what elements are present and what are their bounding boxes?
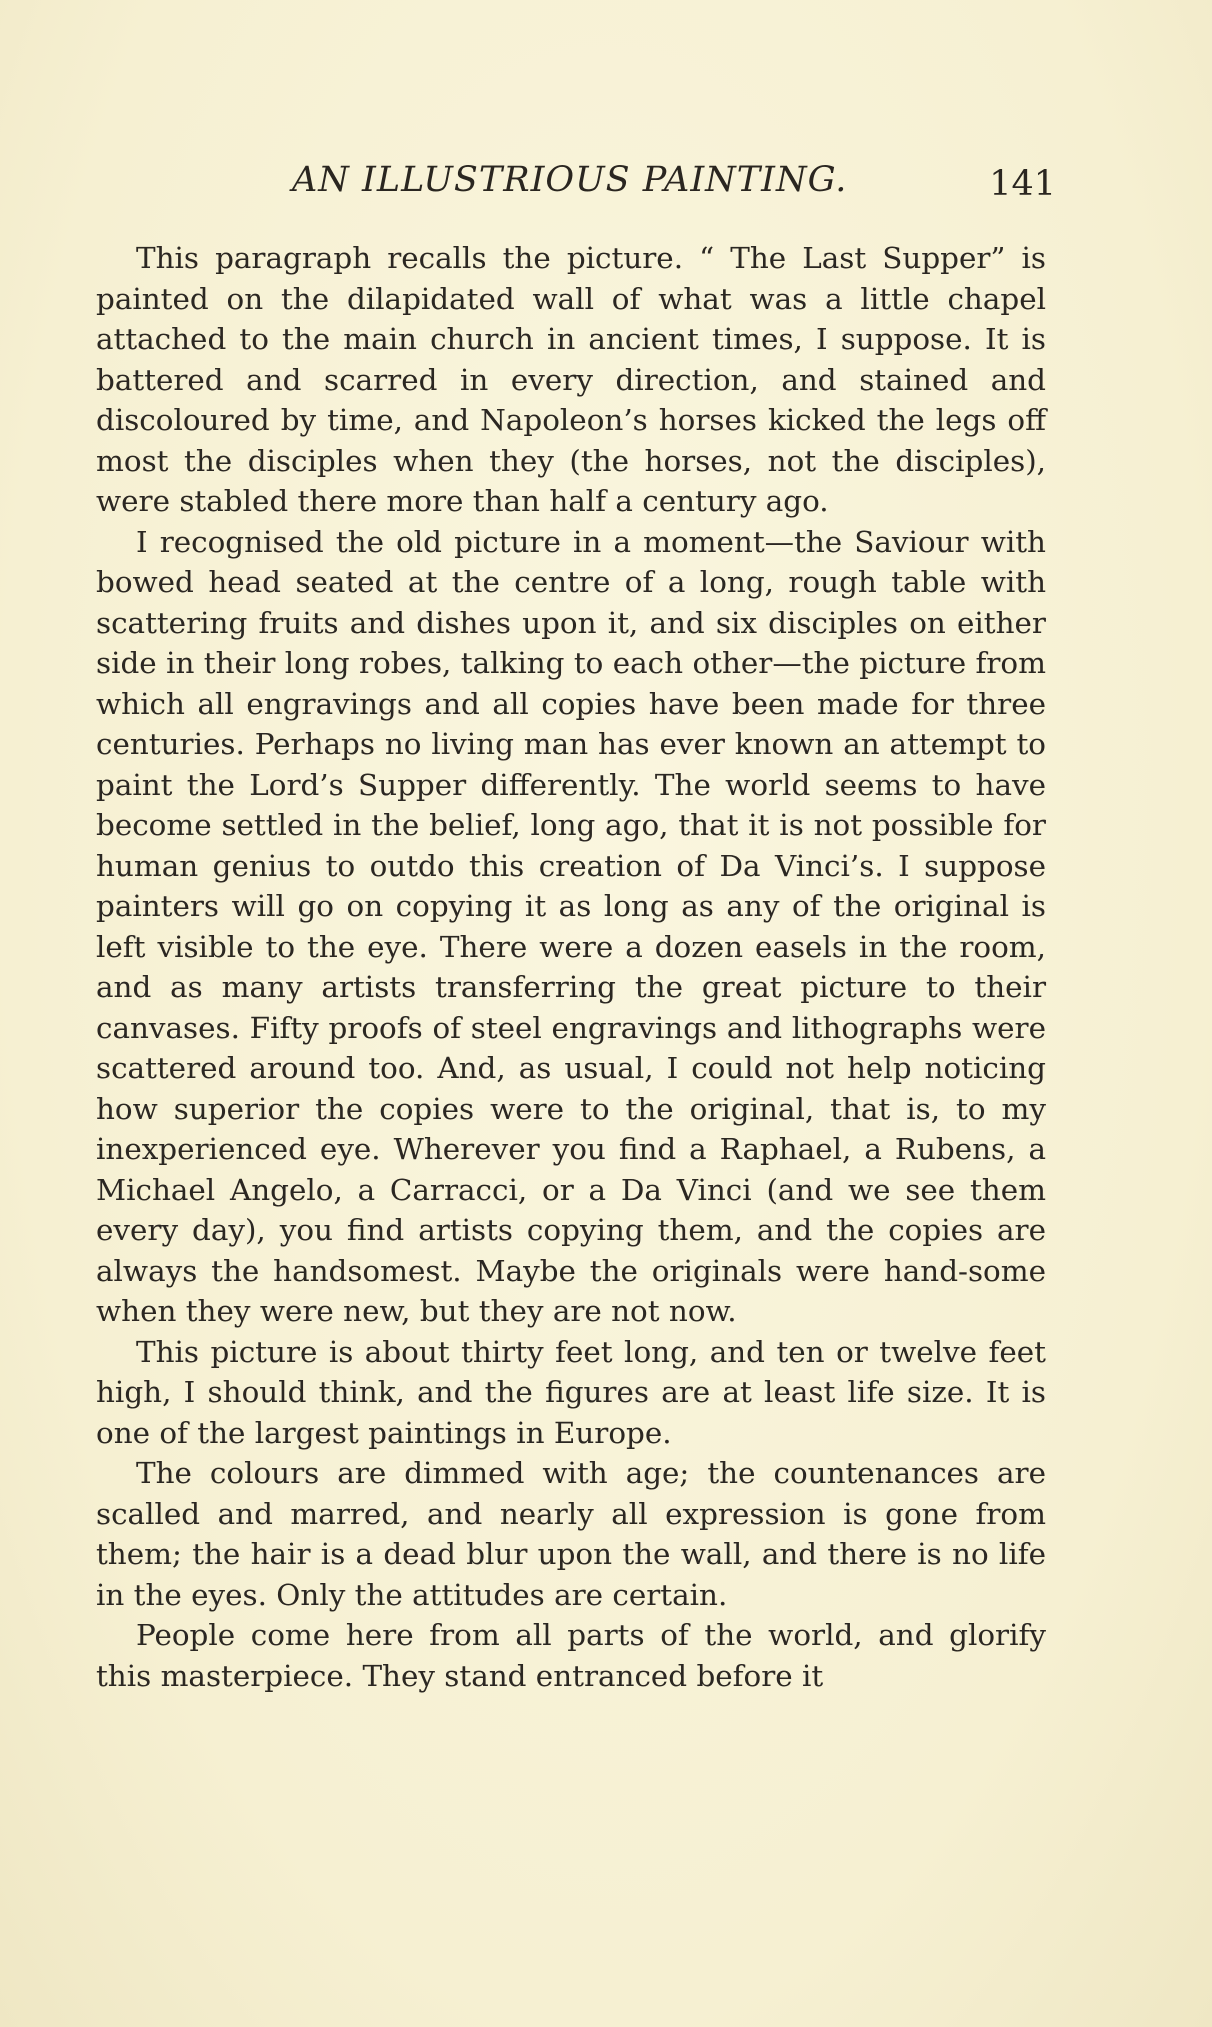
paragraph: This paragraph recalls the picture. “ The Last Supper” is painted on the dilapidated wall of what was a little chapel attached to the main church in ancient times, I suppose. It is battered and scarred in every direction, and stained and discoloured by time, and Napoleon’s horses kicked the legs off most the disciples when they (the horses, not the disciples), were stabled there more than half a century ago. (96, 241, 1046, 518)
paragraph: People come here from all parts of the world, and glorify this masterpiece. They stand entranced before it (96, 1618, 1046, 1693)
page-number: 141 (989, 164, 1056, 204)
running-title: AN ILLUSTRIOUS PAINTING. (292, 160, 848, 200)
paragraph: The colours are dimmed with age; the countenances are scalled and marred, and nearly all expression is gone from them; the hair is a dead blur upon the wall, and there is no life in the eyes. Only the attitudes are certain. (96, 1456, 1046, 1612)
paragraph: This picture is about thirty feet long, and ten or twelve feet high, I should think, and the figures are at least life size. It is one of the largest paintings in Europe. (96, 1334, 1046, 1450)
body-text (96, 238, 1046, 1696)
running-head (96, 160, 1056, 210)
paragraph: I recognised the old picture in a moment—the Saviour with bowed head seated at the centre of a long, rough table with scattering fruits and dishes upon it, and six disciples on either side in their long robes, talking to each other—the picture from which all engravings and all copies have been made for three centuries. Perhaps no living man has ever known an attempt to paint the Lord’s Supper differently. The world seems to have become settled in the belief, long ago, that it is not possible for human genius to outdo this creation of Da Vinci’s. I suppose painters will go on copying it as long as any of the original is left visible to the eye. There were a dozen easels in the room, and as many artists transferring the great picture to their canvases. Fifty proofs of steel engravings and lithographs were scattered around too. And, as usual, I could not help noticing how superior the copies were to the original, that is, to my inexperienced eye. Wherever you find a Raphael, a Rubens, a Michael Angelo, a Carracci, or a Da Vinci (and we see them every day), you find artists copying them, and the copies are always the handsomest. Maybe the originals were hand-some when they were new, but they are not now. (96, 524, 1046, 1328)
